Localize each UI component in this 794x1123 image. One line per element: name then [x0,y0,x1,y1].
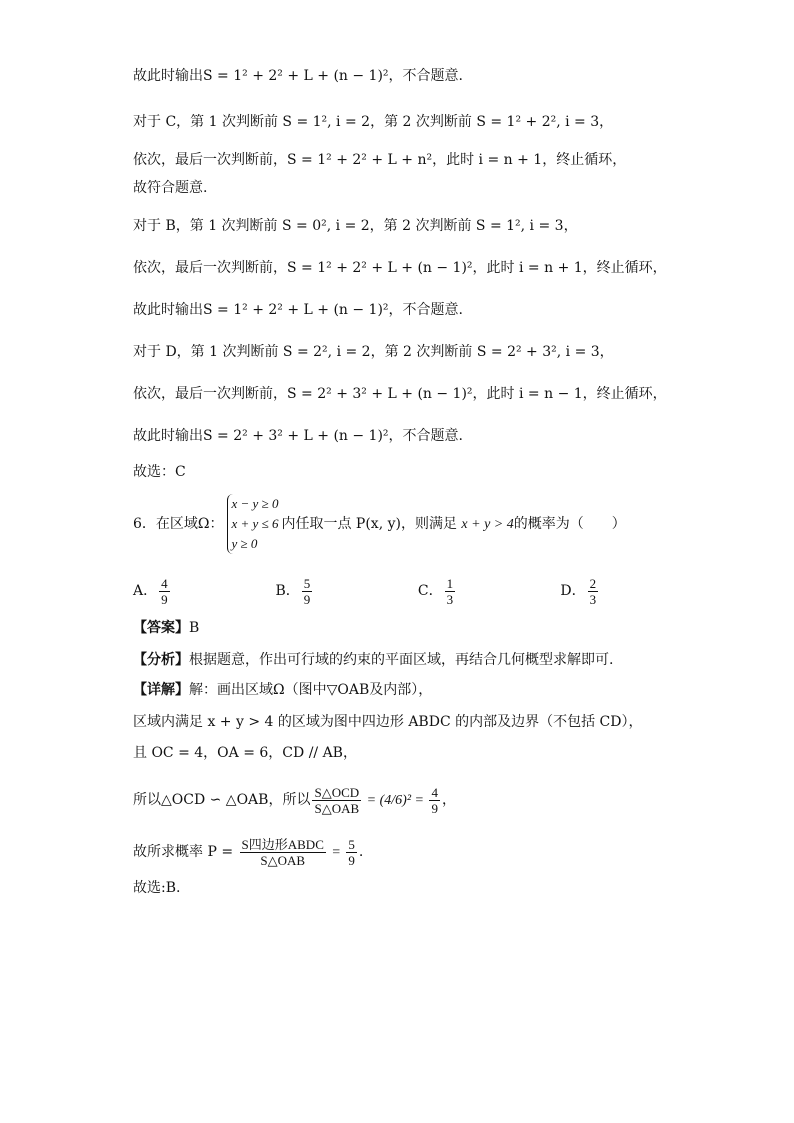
detail-line-5 [133,832,363,873]
question-condition: x + y > 4 [461,517,514,532]
question-6 [133,494,626,556]
inequality-3: y ≥ 0 [231,536,258,551]
detail-text-4b: = (4/6)² = [363,793,428,808]
option-fraction [159,576,170,607]
detail-text-1: 解：画出区域Ω（图中▽OAB及内部）， [189,682,433,698]
fraction-denominator: 9 [348,852,355,868]
detail-text-5b: = [327,845,345,860]
inequality-system [227,494,279,554]
inequality-2: x + y ≤ 6 [231,516,279,531]
fraction-denominator: S△OAB [260,852,306,868]
options-row [133,574,698,608]
result-fraction [346,837,357,868]
fraction-denominator: 3 [446,591,454,607]
solution-line-9: 依次，最后一次判断前，S = 2² + 3² + L + (n − 1)²，此时 i = n − 1，终止循环， [133,386,667,402]
option-label: B． [275,583,300,599]
probability-fraction [240,837,326,868]
option-label: C． [417,583,443,599]
option-label: A． [133,583,158,599]
detail-line-4 [133,780,456,821]
fraction-denominator: 3 [589,591,597,607]
detail-line-2: 区域内满足 x + y > 4 的区域为图中四边形 ABDC 的内部及边界（不包括 CD）， [133,714,643,730]
question-prefix: 6．在区域Ω： [133,516,224,532]
option-c [418,574,556,608]
fraction-denominator: 9 [431,800,438,816]
fraction-numerator: S△OCD [314,784,360,800]
detail-tag: 【详解】 [133,682,189,698]
analysis-tag: 【分析】 [133,652,189,668]
detail-text-4a: 所以△OCD ∽ △OAB，所以 [133,792,311,808]
solution-line-5: 对于 B，第 1 次判断前 S = 0², i = 2，第 2 次判断前 S = 1², i = 3， [133,218,578,234]
detail-line-6: 故选:B. [133,880,181,896]
solution-line-11: 故选：C [133,464,186,480]
solution-line-4: 故符合题意. [133,180,208,196]
fraction-numerator: 1 [446,575,454,591]
detail-text-5c: . [358,844,364,860]
question-suffix: 的概率为（ ） [513,516,626,532]
option-b [275,574,413,608]
fraction-numerator: 4 [161,575,168,591]
fraction-denominator: S△OAB [314,800,360,816]
solution-line-3: 依次，最后一次判断前，S = 1² + 2² + L + n²，此时 i = n + 1，终止循环， [133,152,627,168]
solution-line-7: 故此时输出S = 1² + 2² + L + (n − 1)²，不合题意. [133,302,463,318]
fraction-numerator: 5 [348,836,355,852]
detail-line-1 [133,680,432,700]
solution-line-1: 故此时输出S = 1² + 2² + L + (n − 1)²，不合题意. [133,68,463,84]
fraction-numerator: S四边形ABDC [241,836,324,852]
fraction-numerator: 2 [589,575,597,591]
area-ratio-fraction [312,785,361,816]
fraction-numerator: 4 [431,784,438,800]
analysis-text: 根据题意，作出可行域的约束的平面区域，再结合几何概型求解即可. [189,652,614,668]
option-label: D． [560,583,586,599]
fraction-denominator: 9 [303,591,311,607]
option-fraction [445,576,456,607]
option-a [133,574,271,608]
inequality-1: x − y ≥ 0 [231,496,279,511]
detail-text-5a: 故所求概率 P = [133,844,238,860]
solution-line-10: 故此时输出S = 2² + 3² + L + (n − 1)²，不合题意. [133,428,463,444]
result-fraction [429,785,440,816]
solution-line-2: 对于 C，第 1 次判断前 S = 1², i = 2，第 2 次判断前 S = 1² + 2², i = 3， [133,114,614,130]
solution-line-8: 对于 D，第 1 次判断前 S = 2², i = 2，第 2 次判断前 S = 2² + 3², i = 3， [133,344,614,360]
fraction-numerator: 5 [303,575,311,591]
option-fraction [588,576,599,607]
question-middle: 内任取一点 P(x, y)，则满足 [281,516,462,532]
fraction-denominator: 9 [161,591,168,607]
detail-line-3: 且 OC = 4，OA = 6，CD // AB， [133,745,357,761]
answer-tag: 【答案】 [133,620,189,636]
option-d [560,574,698,608]
answer-text: B [189,620,200,636]
analysis-line [133,650,613,670]
answer-line [133,618,199,638]
detail-text-4c: ， [441,792,456,808]
solution-line-6: 依次，最后一次判断前，S = 1² + 2² + L + (n − 1)²，此时 i = n + 1，终止循环， [133,260,667,276]
option-fraction [302,576,313,607]
